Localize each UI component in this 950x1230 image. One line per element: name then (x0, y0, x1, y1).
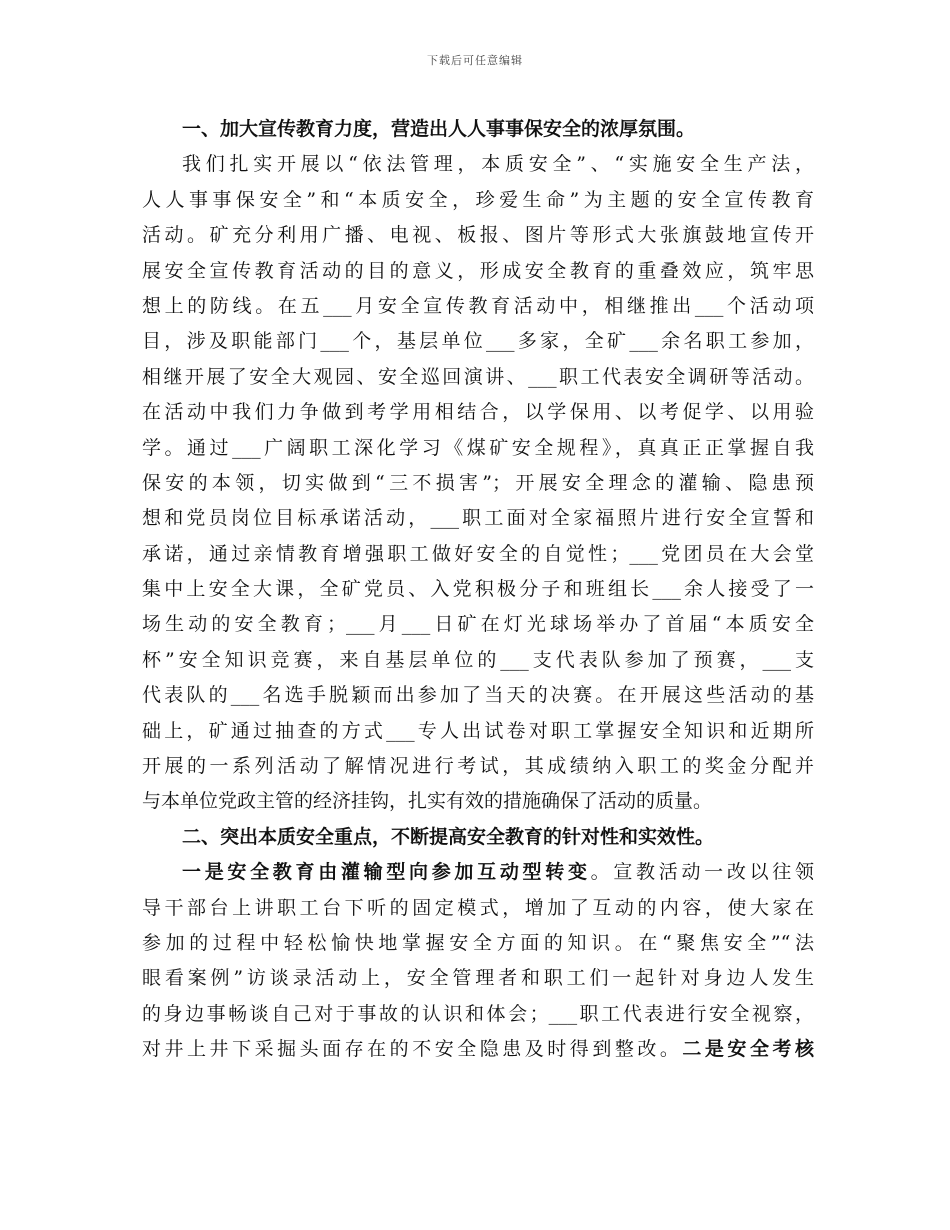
text-span: 目，涉及职能部门___个，基层单位___多家，全矿___余名职工参加， (142, 330, 814, 353)
text-line (142, 820, 814, 855)
text-span: 。宣教活动一改以往领 (590, 861, 814, 884)
text-line (142, 643, 814, 678)
text-line (142, 784, 814, 819)
text-line (142, 714, 814, 749)
bold-text-span: 一是安全教育由灌输型向参加互动型转变 (182, 861, 591, 884)
text-line (142, 1032, 814, 1067)
text-line (142, 147, 814, 182)
bold-text-span: 一、加大宣传教育力度，营造出人人事事保安全的浓厚氛围。 (182, 118, 696, 140)
text-line (142, 501, 814, 536)
text-line (142, 289, 814, 324)
text-line (142, 926, 814, 961)
text-span: 想和党员岗位目标承诺活动，___职工面对全家福照片进行安全宣誓和 (142, 507, 814, 530)
text-span: 参加的过程中轻松愉快地掌握安全方面的知识。在“聚焦安全”“法 (142, 931, 814, 954)
text-span: 眼看案例”访谈录活动上，安全管理者和职工们一起针对身边人发生 (142, 967, 814, 990)
text-span: 导干部台上讲职工台下听的固定模式，增加了互动的内容，使大家在 (142, 896, 814, 919)
text-span: 开展的一系列活动了解情况进行考试，其成绩纳入职工的奖金分配并 (142, 755, 814, 778)
text-line (142, 431, 814, 466)
text-span: 与本单位党政主管的经济挂钩，扎实有效的措施确保了活动的质量。 (142, 790, 713, 813)
text-span: 想上的防线。在五___月安全宣传教育活动中，相继推出___个活动项 (142, 294, 814, 317)
text-span: 代表队的___名选手脱颖而出参加了当天的决赛。在开展这些活动的基 (142, 684, 814, 707)
text-line (142, 961, 814, 996)
text-line (142, 395, 814, 430)
text-line (142, 324, 814, 359)
text-line (142, 891, 814, 926)
text-span: 保安的本领，切实做到“三不损害”；开展安全理念的灌输、隐患预 (142, 471, 814, 494)
text-line (142, 678, 814, 713)
bold-text-span: 二是安全考核 (682, 1038, 814, 1061)
text-line (142, 607, 814, 642)
text-span: 场生动的安全教育；___月___日矿在灯光球场举办了首届“本质安全 (142, 613, 814, 636)
text-line (142, 749, 814, 784)
text-span: 集中上安全大课，全矿党员、入党积极分子和班组长___余人接受了一 (142, 578, 814, 601)
text-line (142, 855, 814, 890)
text-span: 承诺，通过亲情教育增强职工做好安全的自觉性；___党团员在大会堂 (142, 542, 814, 565)
text-span: 展安全宣传教育活动的目的意义，形成安全教育的重叠效应，筑牢思 (142, 259, 814, 282)
text-line (142, 218, 814, 253)
text-line (142, 112, 814, 147)
bold-text-span: 二、突出本质安全重点，不断提高安全教育的针对性和实效性。 (182, 825, 715, 848)
text-span: 人人事事保安全”和“本质安全，珍爱生命”为主题的安全宣传教育 (142, 188, 814, 211)
text-line (142, 466, 814, 501)
text-line (142, 997, 814, 1032)
text-line (142, 572, 814, 607)
text-span: 我们扎实开展以“依法管理，本质安全”、“实施安全生产法， (182, 153, 814, 176)
text-span: 学。通过___广阔职工深化学习《煤矿安全规程》，真真正正掌握自我 (142, 436, 814, 459)
text-line (142, 537, 814, 572)
text-span: 对井上井下采掘头面存在的不安全隐患及时得到整改。 (142, 1038, 683, 1061)
text-line (142, 360, 814, 395)
text-span: 相继开展了安全大观园、安全巡回演讲、___职工代表安全调研等活动。 (142, 365, 814, 388)
text-span: 活动。矿充分利用广播、电视、板报、图片等形式大张旗鼓地宣传开 (142, 224, 814, 247)
text-span: 础上，矿通过抽查的方式___专人出试卷对职工掌握安全知识和近期所 (142, 719, 814, 742)
text-span: 杯”安全知识竞赛，来自基层单位的___支代表队参加了预赛，___支 (142, 648, 814, 671)
text-line (142, 183, 814, 218)
page-header: 下载后可任意编辑 (427, 54, 523, 67)
text-line (142, 254, 814, 289)
document-body (142, 112, 814, 1068)
text-span: 在活动中我们力争做到考学用相结合，以学保用、以考促学、以用验 (142, 401, 814, 424)
text-span: 的身边事畅谈自己对于事故的认识和体会；___职工代表进行安全视察， (142, 1002, 814, 1025)
